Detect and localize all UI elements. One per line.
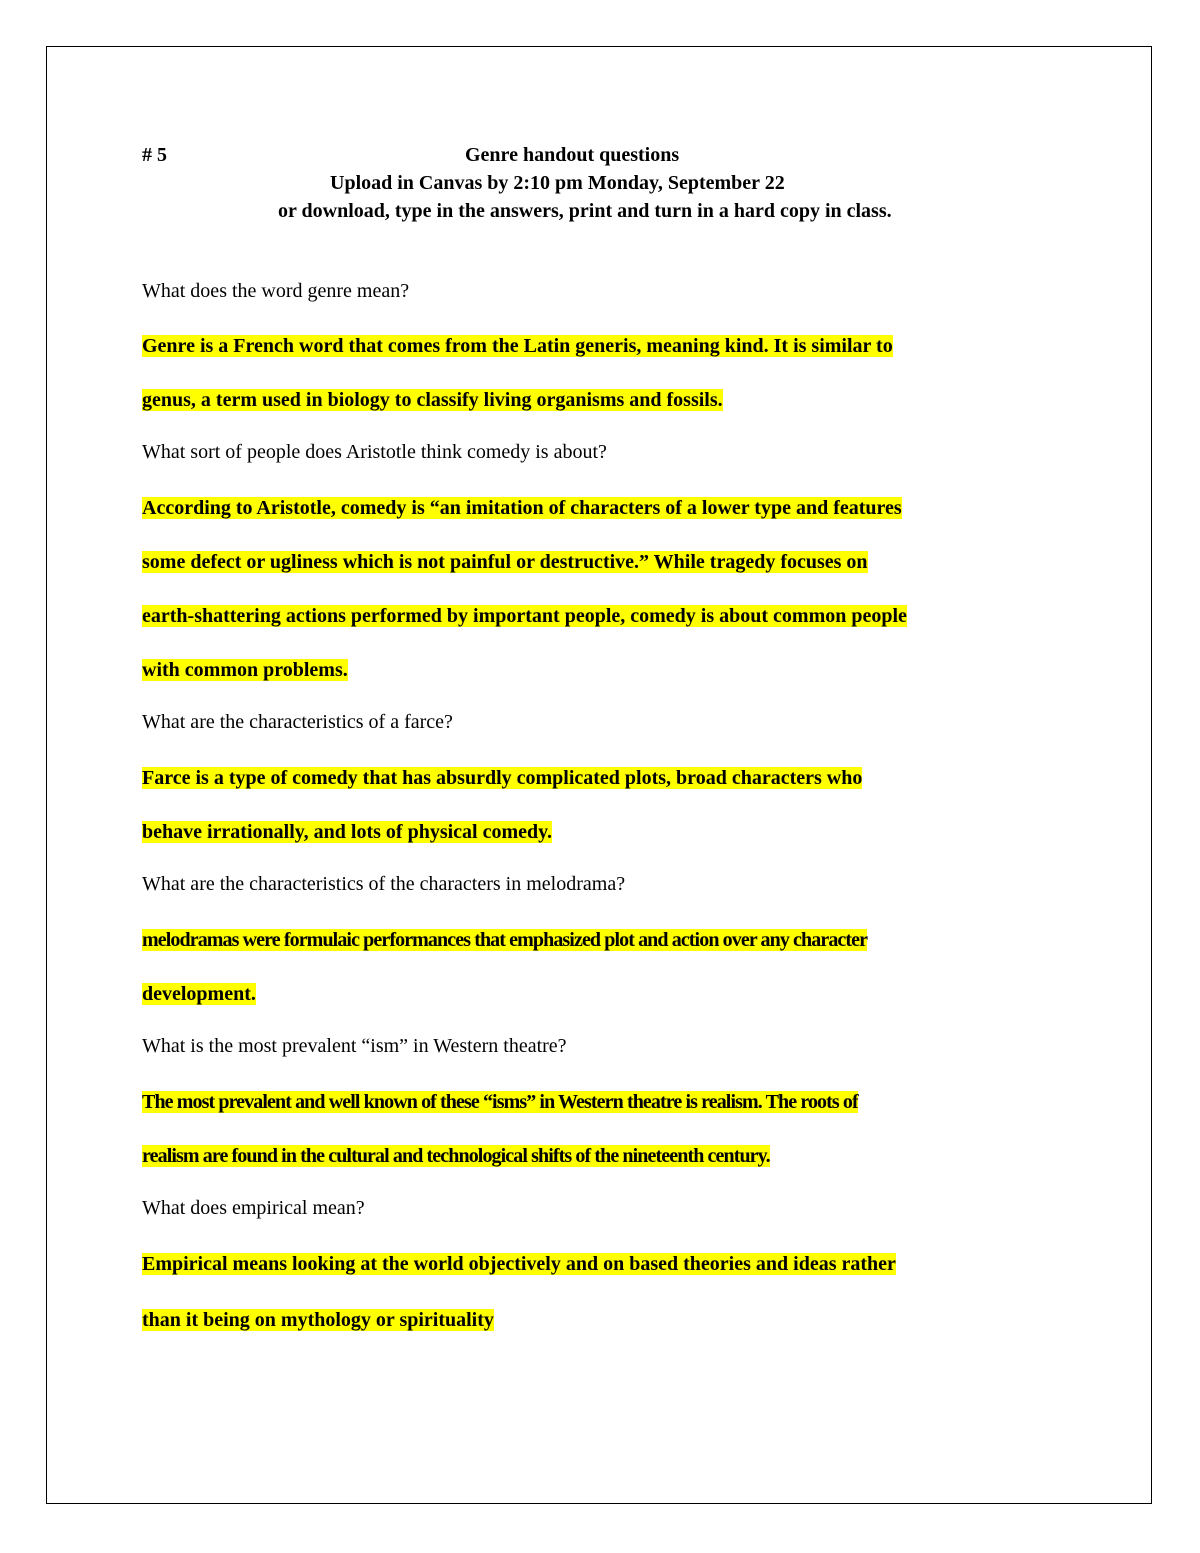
answer-6-line-1: Empirical means looking at the world objectively and on based theories and ideas rather — [142, 1253, 896, 1275]
answer-3-line-2: behave irrationally, and lots of physical comedy. — [142, 821, 553, 843]
answer-1-line-1: Genre is a French word that comes from the Latin generis, meaning kind. It is similar to — [142, 335, 893, 357]
assignment-number: # 5 — [142, 144, 167, 166]
answer-6-line-2: than it being on mythology or spirituality — [142, 1309, 494, 1331]
answer-5-line-2: realism are found in the cultural and technological shifts of the nineteenth century. — [142, 1145, 770, 1167]
answer-1-line-2: genus, a term used in biology to classify living organisms and fossils. — [142, 389, 723, 411]
due-date-line: Upload in Canvas by 2:10 pm Monday, September 22 — [330, 172, 785, 194]
page-title: Genre handout questions — [465, 144, 680, 166]
answer-5-line-1: The most prevalent and well known of these “isms” in Western theatre is realism. The roots of — [142, 1091, 858, 1113]
answer-4-line-1: melodramas were formulaic performances that emphasized plot and action over any character — [142, 929, 868, 951]
answer-4-line-2: development. — [142, 983, 256, 1005]
answer-2-line-1: According to Aristotle, comedy is “an imitation of characters of a lower type and features — [142, 497, 902, 519]
answer-2-line-4: with common problems. — [142, 659, 348, 681]
question-3: What are the characteristics of a farce? — [142, 711, 453, 733]
question-2: What sort of people does Aristotle think comedy is about? — [142, 441, 607, 463]
question-6: What does empirical mean? — [142, 1197, 365, 1219]
question-1: What does the word genre mean? — [142, 280, 410, 302]
answer-3-line-1: Farce is a type of comedy that has absurdly complicated plots, broad characters who — [142, 767, 863, 789]
submission-alternative-line: or download, type in the answers, print and turn in a hard copy in class. — [278, 200, 892, 222]
answer-2-line-3: earth-shattering actions performed by important people, comedy is about common people — [142, 605, 907, 627]
answer-2-line-2: some defect or ugliness which is not painful or destructive.” While tragedy focuses on — [142, 551, 868, 573]
question-4: What are the characteristics of the characters in melodrama? — [142, 873, 626, 895]
question-5: What is the most prevalent “ism” in Western theatre? — [142, 1035, 567, 1057]
